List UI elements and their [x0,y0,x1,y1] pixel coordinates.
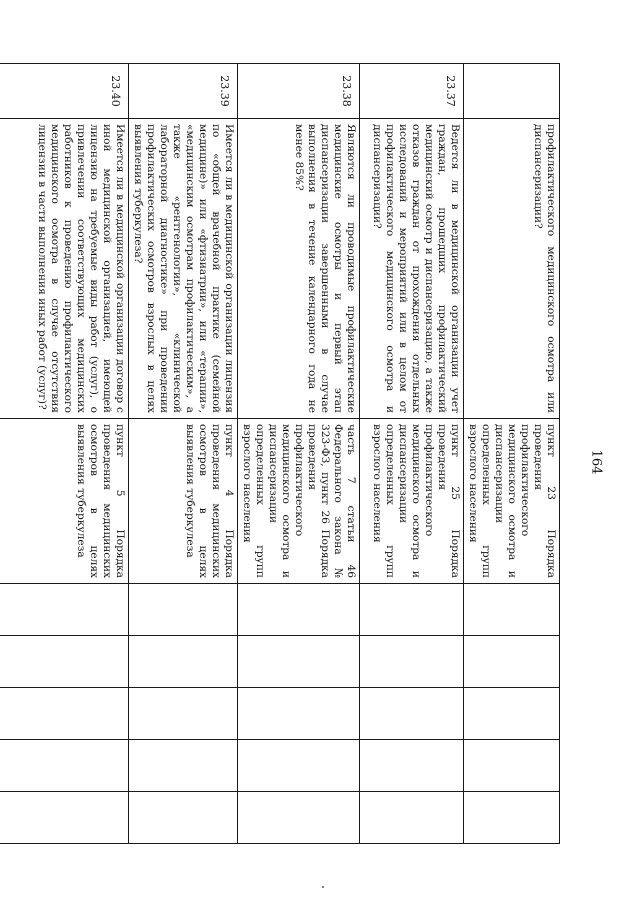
answer-cell [0,584,129,636]
question-cell: Ведется ли в медицинской организации учет граждан, прошедших профилактический медицинский осмотр и диспансеризацию, а также отказов граждан от прохождения отдельных исследований и мероприятий или в целом от профилактического медицинского осмотра и диспансеризации? [360,119,464,419]
table-row [129,64,238,844]
answer-cell [360,740,464,792]
table-row [360,64,464,844]
answer-cell [0,740,129,792]
reference-cell: часть 7 статьи 46 Федерального закона № 323-ФЗ, пункт 26 Порядка проведения профилактического медицинского осмотра и диспансеризации определенных групп взрослого населения [238,419,360,584]
page-number: 164 [588,449,604,475]
question-cell: Имеется ли в медицинской организации лицензия по «общей врачебной практике (семейной медицине)» или «фтизиатрии», или «терапии», «медицинским осмотрам профилактическим», а также «рентгенологии», «клинической лабораторной диагностике» при проведении профилактических осмотров взрослых в целях выявления туберкулеза? [129,119,238,419]
table-row [238,64,360,844]
row-number: 23.37 [360,64,464,119]
row-number: 23.39 [129,64,238,119]
table-row [0,64,129,844]
answer-cell [464,740,560,792]
answer-cell [0,688,129,740]
answer-cell [360,792,464,844]
answer-cell [360,636,464,688]
question-cell: Являются ли проводимые профилактические медицинские осмотры и первый этап диспансеризации завершенными в случае выполнения в течение календарного года не менее 85%? [238,119,360,419]
answer-cell [129,688,238,740]
answer-cell [129,740,238,792]
answer-cell [360,688,464,740]
reference-cell: пункт 4 Порядка проведения медицинских осмотров в целях выявления туберкулеза [129,419,238,584]
answer-cell [238,636,360,688]
scan-speck [322,886,324,888]
answer-cell [238,792,360,844]
answer-cell [129,792,238,844]
answer-cell [360,584,464,636]
answer-cell [464,584,560,636]
answer-cell [129,636,238,688]
answer-cell [464,792,560,844]
checklist-table-container [36,63,560,843]
row-number: 23.40 [0,64,129,119]
question-cell: профилактического медицинского осмотра или диспансеризации? [464,119,560,419]
answer-cell [464,688,560,740]
answer-cell [129,584,238,636]
answer-cell [238,688,360,740]
answer-cell [238,584,360,636]
row-number: 23.38 [238,64,360,119]
answer-cell [238,740,360,792]
reference-cell: пункт 25 Порядка проведения профилактического медицинского осмотра и диспансеризации определенных групп взрослого населения [360,419,464,584]
question-cell: Имеется ли в медицинской организации договор с иной медицинской организацией, имеющей лицензию на требуемые виды работ (услуг), о привлечении соответствующих медицинских работников к проведению профилактического медицинского осмотра в случае отсутствия лицензии в части выполнения иных работ (услуг)? [0,119,129,419]
answer-cell [0,792,129,844]
table-row [464,64,560,844]
answer-cell [0,636,129,688]
reference-cell: пункт 23 Порядка проведения профилактического медицинского осмотра и диспансеризации определенных групп взрослого населения [464,419,560,584]
reference-cell: пункт 5 Порядка проведения медицинских осмотров в целях выявления туберкулеза [0,419,129,584]
checklist-table [0,63,560,844]
answer-cell [464,636,560,688]
row-number [464,64,560,119]
